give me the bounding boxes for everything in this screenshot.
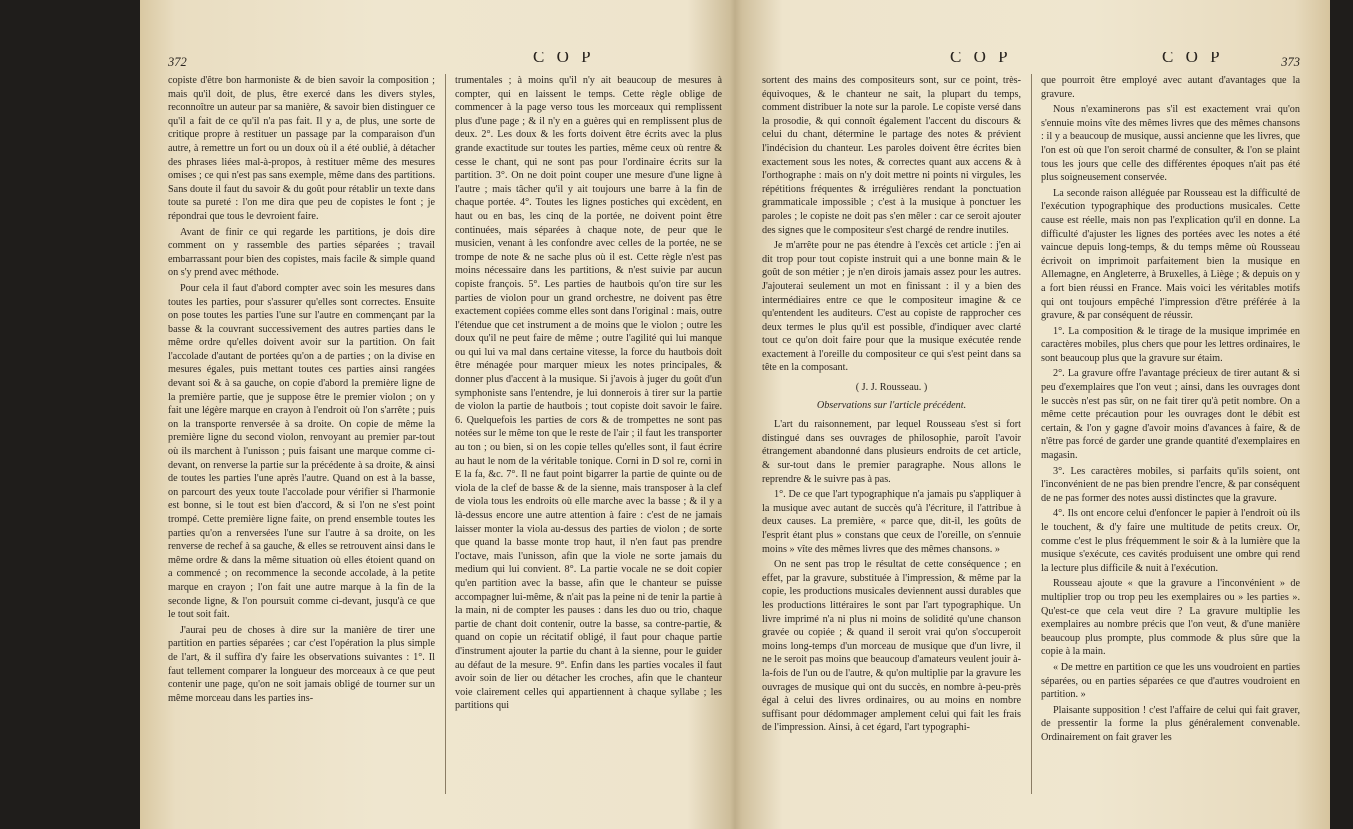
paragraph: L'art du raisonnement, par lequel Rousseau s'est si fort distingué dans ses ouvrages de philosophie, paroît l'avoir étrangement abandonné dans plusieurs endroits de cet article, & sur-tout dans le premier paragraphe. Nous allons le reprendre & le suivre pas à pas. [762,419,1021,485]
paragraph: que pourroit être employé avec autant d'avantages que la gravure. [1041,75,1300,100]
paragraph: sortent des mains des compositeurs sont, sur ce point, très-équivoques, & le chanteur ne sait, la plupart du temps, comment distribuer la note sur la parole. Le copiste versé dans la prosodie, & qui connoît également l'accent du discours & celui du chant, détermine le partage des notes & prévient l'indécision du chanteur. Les paroles doivent être écrites bien exactement sous les notes, & correctes quant aux accens & à l'orthographe : mais on n'y doit mettre ni points ni virgules, les répétitions fréquentes & irrégulières rendant la ponctuation grammaticale impossible ; c'est à la musique à ponctuer les paroles ; le copiste ne doit pas s'en mêler : car ce seroit ajouter des signes que le compositeur s'est chargé de rendre inutiles. [762,75,1021,236]
paragraph: Plaisante supposition ! c'est l'affaire de celui qui fait graver, de pressentir la forme la plus généralement convenable. Ordinairement on fait graver les [1041,704,1300,743]
left-page-column-2 [455,74,722,715]
left-page-header [168,52,722,74]
paragraph: 2°. La gravure offre l'avantage précieux de tirer autant & si peu d'exemplaires que l'on veut ; ainsi, dans les ouvrages dont le succès n'est pas sûr, on ne fait tirer qu'à petit nombre. On a même cette précaution pour les ouvrages dont le débit est certain, & l'on y gagne d'avoir moins d'avances à faire, & de n'être pas forcé de garder une grande quantité d'exemplaires en magasin. [1041,368,1300,462]
left-page [168,52,722,812]
running-head: C O P [1162,52,1224,66]
running-head: C O P [533,52,595,66]
page-number: 372 [168,55,187,69]
paragraph: 4°. Ils ont encore celui d'enfoncer le papier à l'endroit où ils le touchent, & d'y faire une multitude de petits creux. Or, comme c'est le plus fréquemment le soir & à la lumière que la musique s'exécute, ces cavités produisent une ombre qui rend la lecture plus difficile & nuit à l'exécution. [1041,508,1300,574]
left-page-column-1 [168,74,435,715]
paragraph: On ne sent pas trop le résultat de cette conséquence ; en effet, par la gravure, substituée à l'impression, & même par la copie, les productions musicales deviennent aussi durables que les productions littéraires le sont par l'art typographique. Un livre imprimé n'a ni plus ni moins de solidité qu'une chanson gravée ou copiée ; & quand il seroit vrai qu'on s'occuperoit moins long-temps d'un morceau de musique que d'un livre, il ne le seroit pas moins que beaucoup d'amateurs veulent jouir à-la-fois de l'un ou de l'autre, & qu'on multiplie par la gravure les ouvrages de musique qui ont du succès, en nombre à-peu-près égal à celui des livres ordinaires, ou au moins en nombre suffisant pour dédommager amplement celui qui fait les frais de l'impression. Ainsi, à cet égard, l'art typographi- [762,559,1021,734]
paragraph: 1°. De ce que l'art typographique n'a jamais pu s'appliquer à la musique avec autant de succès qu'à l'écriture, il l'attribue à deux causes. La première, « parce que, dit-il, les goûts de l'esprit étant plus » constans que ceux de l'oreille, on s'ennuie moins » vîte des mêmes livres que des mêmes chansons. » [762,489,1021,555]
observations-heading: Observations sur l'article précédent. [816,399,967,411]
running-head: C O P [950,52,1012,66]
paragraph: Avant de finir ce qui regarde les partitions, je dois dire comment on y rassemble des parties séparées ; travail embarrassant pour bien des copistes, mais facile & simple quand on s'y prend avec méthode. [168,226,435,279]
page-number: 373 [1281,55,1300,69]
paragraph: Pour cela il faut d'abord compter avec soin les mesures dans toutes les parties, pour s'assurer qu'elles sont correctes. Ensuite on pose toutes les parties l'une sur l'autre en commençant par la basse & la couvrant successivement des autres parties dans le même ordre qu'elles doivent avoir sur la partition. On fait l'accolade d'autant de portées qu'on a de parties ; on la divise en mesures égales, puis mettant toutes ces parties ainsi rangées devant soi & à sa gauche, on copie d'abord la première ligne de la première partie, que je suppose être le premier violon ; on y fait une légère marque en crayon à l'endroit où l'on s'arrête ; puis on la transporte renversée à sa droite. On copie de même la première ligne du second violon, renvoyant au premier par-tout où ils marchent à l'unisson ; puis faisant une marque comme ci-devant, on renverse la partie sur la précédente à sa droite, & ainsi de toutes les parties l'une après l'autre. Quand on est à la basse, on parcourt des yeux toute l'accolade pour vérifier si l'harmonie est bonne, si le tout est bien d'accord, & si l'on ne s'est point trompé. Cette première ligne faite, on prend ensemble toutes les parties qu'on a renversées l'une sur l'autre à sa droite, on les renverse de rechef à sa gauche, & elles se retrouvent ainsi dans le même ordre & dans la même situation où elles étoient quand on a commencé ; on recommence la seconde accolade, à la petite marque en crayon ; l'on fait une autre marque à la fin de la seconde ligne, & l'on poursuit comme ci-devant, jusqu'à ce que le tout soit fait. [168,282,435,621]
column-divider [445,74,446,794]
paragraph: « De mettre en partition ce que les uns voudroient en parties séparées, ou en parties séparées ce que d'autres voudroient en partition. » [1041,661,1300,701]
paragraph: Nous n'examinerons pas s'il est exactement vrai qu'on s'ennuie moins vîte des mêmes livres que des mêmes chansons : il y a beaucoup de musique, aussi ancienne que les livres, que l'on est où que l'on seroit charmé de consulter, & l'on se plaint tous les jours que celle des différentes époques n'ait pas été plus soigneusement conservée. [1041,104,1300,184]
right-page-column-2 [1041,74,1300,747]
right-page-column-1 [762,74,1021,747]
author-signature: ( J. J. Rousseau. ) [855,382,928,394]
paragraph: La seconde raison alléguée par Rousseau est la difficulté de l'exécution typographique des productions musicales. Cette cause est réelle, mais non pas l'explication qu'il en donne. La difficulté d'ajuster les lignes des portées avec les notes a été vaincue depuis long-temps, & du temps même où Rousseau écrivoit on imprimoit parfaitement bien la musique en Allemagne, en Angleterre, à Bruxelles, à Liège ; & depuis on y a fort bien réussi en France. Mais voici les véritables motifs qui ont toujours empêché l'impression d'être préférée à la gravure, & par conséquent de réussir. [1041,187,1300,322]
paragraph: Rousseau ajoute « que la gravure a l'inconvénient » de multiplier trop ou trop peu les exemplaires ou » les parties ». Qu'est-ce que cela veut dire ? La gravure multiplie les exemplaires au nombre précis que l'on veut, & d'une manière beaucoup plus prompte, plus commode & plus sûre que la copie à la main. [1041,578,1300,658]
right-page [762,52,1300,812]
paragraph: trumentales ; à moins qu'il n'y ait beaucoup de mesures à compter, qui en laissent le temps. Cette règle oblige de commencer à la page verso tous les morceaux qui remplissent plus d'une page ; & il n'y en a guères qui en remplissent plus de deux. 2°. Les doux & les forts doivent être écrits avec la plus grande exactitude sur toutes les parties, même ceux où rentre & cesse le chant, qui ne sont pas pour l'ordinaire écrits sur la partition. 3°. On ne doit point couper une mesure d'une ligne à l'autre ; mais tâcher qu'il y ait toujours une barre à la fin de chaque portée. 4°. Toutes les lignes postiches qui excèdent, en haut ou en bas, les cinq de la portée, ne doivent point être continuées, mais séparées à chaque note, de peur que le musicien, venant à les confondre avec celles de la portée, ne se trompe de note & ne sache plus où il est. Cette règle n'est pas moins nécessaire dans les partitions, & n'est suivie par aucun copiste françois. 5°. Les parties de hautbois qu'on tire sur les parties de violon pour un grand orchestre, ne doivent pas être exactement copiées comme elles sont dans l'original : mais, outre l'étendue que cet instrument a de moins que le violon ; outre les doux qu'il ne peut faire de même ; outre l'agilité qui lui manque ou qui lui va mal dans certaine vitesse, la force du hautbois doit être ménagée pour marquer mieux les notes principales, & donner plus d'accent à la musique. Si j'avois à juger du goût d'un symphoniste sans l'entendre, je lui donnerois à tirer sur la partie de violon la partie de hautbois ; tout copiste doit savoir le faire. 6. Quelquefois les parties de cors & de trompettes ne sont pas notées sur le même ton que le reste de l'air ; il faut les transporter au ton ; ou bien, si on les copie telles qu'elles sont, il faut écrire au haut le nom de la véritable tonique. Corni in D sol re, corni in E la fa, &c. 7°. Il ne faut point bigarrer la partie de quinte ou de viola de la clef de basse & de la sienne, mais transposer à la clef de viola tous les endroits où elle marche avec la basse ; & il y a là-dessus encore une autre attention à faire : c'est de ne jamais laisser monter la viola au-dessus des parties de violon ; de sorte que quand la basse monte trop haut, il n'en faut pas prendre l'octave, mais l'unisson, afin que la viole ne sorte jamais du medium qui lui convient. 8°. La partie vocale ne se doit copier qu'en partition avec la basse, afin que le chanteur se puisse accompagner lui-même, & n'ait pas la peine ni de tenir la partie à la main, ni de compter les pauses : dans les duo ou trio, chaque partie de chant doit contenir, outre la basse, sa contre-partie, & quand on copie un récitatif obligé, il faut pour chaque partie d'instrument ajouter la partie du chant à la sienne, pour le guider au défaut de la mesure. 9°. Enfin dans les parties vocales il faut avoir soin de lier ou détacher les croches, afin que le chanteur voie clairement celles qui appartiennent à chaque syllabe ; les partitions qui [455,75,722,712]
open-book [140,0,1330,829]
paragraph: J'aurai peu de choses à dire sur la manière de tirer une partition en parties séparées ; car c'est l'opération la plus simple de l'art, & il suffira d'y faire les observations suivantes : 1°. Il faut tellement comparer la longueur des morceaux à ce que peut contenir une page, qu'on ne soit jamais obligé de tourner sur un même morceau dans les parties ins- [168,624,435,704]
paragraph: 3°. Les caractères mobiles, si parfaits qu'ils soient, ont l'inconvénient de ne pas bien prendre l'encre, & par conséquent de ne pas former des notes aussi distinctes que la gravure. [1041,465,1300,504]
column-divider [1031,74,1032,794]
right-page-header [762,52,1300,74]
paragraph: 1°. La composition & le tirage de la musique imprimée en caractères mobiles, plus chers que pour les lettres ordinaires, le sont beaucoup plus que la gravure sur étaim. [1041,325,1300,364]
paragraph: Je m'arrête pour ne pas étendre à l'excès cet article : j'en ai dit trop pour tout copiste instruit qui a une bonne main & le goût de son métier ; je n'en dirois jamais assez pour les autres. J'ajouterai seulement un mot en finissant : il y a bien des intermédiaires entre ce que le compositeur imagine & ce qu'entendent les auditeurs. C'est au copiste de rapprocher ces deux termes le plus qu'il est possible, d'indiquer avec clarté tout ce qu'on doit faire pour que la musique exécutée rende exactement à l'oreille du compositeur ce qui s'est peint dans sa tête en la composant. [762,240,1021,374]
paragraph: copiste d'être bon harmoniste & de bien savoir la composition ; mais qu'il doit, de plus, être exercé dans les divers styles, reconnoître un auteur par sa manière, & savoir bien distinguer ce qu'il a fait de ce qu'il n'a pas fait. Il y a, de plus, une sorte de critique propre à restituer un passage par la comparaison d'un autre, à remettre un fort ou un doux où il a été oublié, à détacher des phrases liées mal-à-propos, à restituer même des mesures omises ; ce qui n'est pas sans exemple, même dans des partitions. Sans doute il faut du savoir & du goût pour rétablir un texte dans toute sa pureté : l'on me dira que peu de copistes le font ; je répondrai que tous le devroient faire. [168,75,435,222]
